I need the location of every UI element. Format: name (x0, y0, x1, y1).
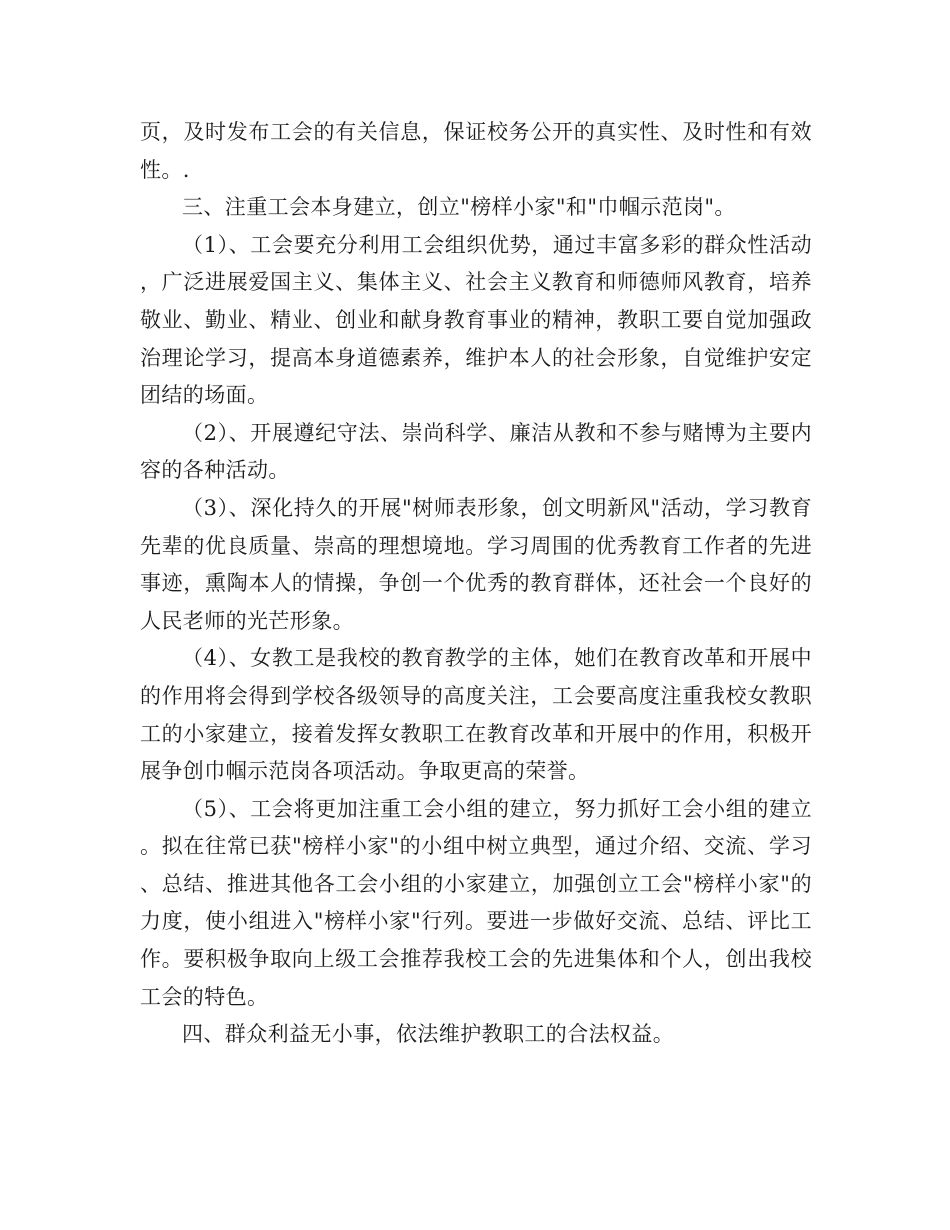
list-item-2: （2）、开展遵纪守法、崇尚科学、廉洁从教和不参与赌博为主要内容的各种活动。 (140, 420, 812, 483)
list-item-4: （4）、女教工是我校的教育教学的主体，她们在教育改革和开展中的作用将会得到学校各级领导的高度关注，工会要高度注重我校女教职工的小家建立，接着发挥女教职工在教育改革和开展中的作用，积极开展争创巾帼示范岗各项活动。争取更高的荣誉。 (140, 646, 812, 784)
section-heading-3: 三、注重工会本身建立，创立"榜样小家"和"巾帼示范岗"。 (182, 195, 736, 220)
list-item-1: （1）、工会要充分利用工会组织优势，通过丰富多彩的群众性活动，广泛进展爱国主义、集体主义、社会主义教育和师德师风教育，培养敬业、勤业、精业、创业和献身教育事业的精神，教职工要自觉加强政治理论学习，提高本身道德素养，维护本人的社会形象，自觉维护安定团结的场面。 (140, 232, 812, 408)
section-heading-4: 四、群众利益无小事，依法维护教职工的合法权益。 (182, 1022, 675, 1047)
list-item-3: （3）、深化持久的开展"树师表形象，创文明新风"活动，学习教育先辈的优良质量、崇高的理想境地。学习周围的优秀教育工作者的先进事迹，熏陶本人的情操，争创一个优秀的教育群体，还社会一个良好的人民老师的光芒形象。 (140, 495, 812, 633)
list-item-5: （5）、工会将更加注重工会小组的建立，努力抓好工会小组的建立。拟在往常已获"榜样小家"的小组中树立典型，通过介绍、交流、学习、总结、推进其他各工会小组的小家建立，加强创立工会"榜样小家"的力度，使小组进入"榜样小家"行列。要进一步做好交流、总结、评比工作。要积极争取向上级工会推荐我校工会的先进集体和个人，创出我校工会的特色。 (140, 796, 812, 1009)
document-body (140, 114, 812, 1054)
paragraph-continuation: 页，及时发布工会的有关信息，保证校务公开的真实性、及时性和有效性。. (140, 120, 812, 182)
